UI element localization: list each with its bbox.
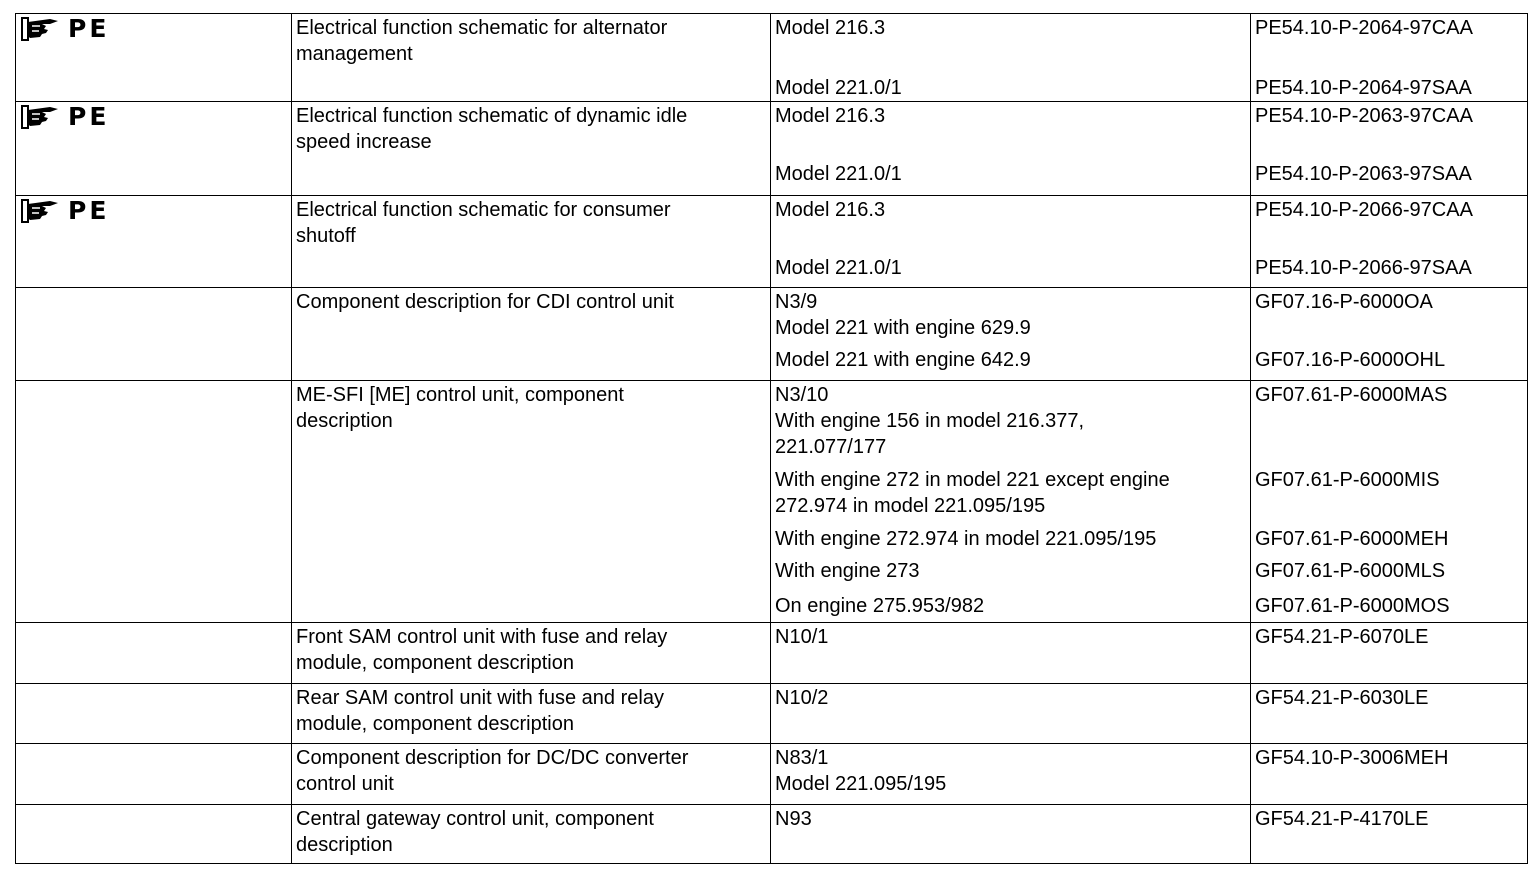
pointing-hand-icon: [20, 198, 62, 224]
description-line: Component description for DC/DC converter: [296, 747, 689, 769]
condition-line: With engine 156 in model 216.377,: [775, 410, 1085, 432]
condition-line: 272.974 in model 221.095/195: [775, 495, 1046, 517]
reference-table: [15, 13, 1528, 864]
description-line: Electrical function schematic for alternator: [296, 17, 668, 39]
document-number-entry: [1255, 255, 1523, 281]
condition-line: N93: [775, 808, 812, 830]
condition-entry: [775, 255, 1246, 281]
document-number-entry: [1255, 347, 1523, 373]
document-number: PE54.10-P-2063-97SAA: [1255, 163, 1472, 185]
document-number: GF54.21-P-6030LE: [1255, 687, 1429, 709]
condition-line: Model 216.3: [775, 17, 886, 39]
condition-cell: [771, 14, 1251, 102]
document-number-entry: [1255, 103, 1523, 129]
condition-cell: [771, 196, 1251, 288]
table-row: [16, 288, 1528, 381]
condition-line: Model 221 with engine 642.9: [775, 349, 1031, 371]
document-type-cell: [16, 623, 292, 684]
condition-line: Model 216.3: [775, 105, 886, 127]
spacer: [1255, 493, 1523, 519]
document-number-entry: [1255, 15, 1523, 41]
reference-table-body: [16, 14, 1528, 864]
condition-line: With engine 272 in model 221 except engine: [775, 469, 1170, 491]
document-type-cell: [16, 684, 292, 744]
condition-entry: [775, 347, 1246, 373]
table-row: [16, 744, 1528, 805]
document-number: GF07.16-P-6000OA: [1255, 291, 1433, 313]
condition-line: N83/1: [775, 747, 829, 769]
document-number-cell: [1251, 14, 1528, 102]
condition-entry: [775, 15, 1246, 41]
condition-entry: [775, 197, 1246, 223]
condition-entry: [775, 75, 1246, 101]
document-type-cell: [16, 381, 292, 623]
table-row: [16, 623, 1528, 684]
condition-line: N3/9: [775, 291, 818, 313]
condition-entry: [775, 467, 1246, 519]
condition-entry: [775, 558, 1246, 584]
condition-entry: [775, 161, 1246, 187]
condition-entry: [775, 593, 1246, 619]
document-number-entry: [1255, 197, 1523, 223]
document-number: PE54.10-P-2066-97SAA: [1255, 257, 1472, 279]
description-line: module, component description: [296, 652, 574, 674]
condition-line: Model 221.0/1: [775, 77, 902, 99]
document-number-entry: [1255, 526, 1523, 552]
pe-label: PE: [68, 196, 110, 225]
condition-line: Model 221.0/1: [775, 257, 902, 279]
description-line: Central gateway control unit, component: [296, 808, 654, 830]
condition-entry: [775, 624, 1246, 650]
condition-cell: [771, 288, 1251, 381]
description-line: description: [296, 410, 393, 432]
condition-line: Model 216.3: [775, 199, 886, 221]
spacer: [1255, 771, 1523, 797]
spacer: [1255, 434, 1523, 460]
document-number: PE54.10-P-2063-97CAA: [1255, 105, 1473, 127]
document-number: GF07.61-P-6000MAS: [1255, 384, 1448, 406]
description-cell: [292, 381, 771, 623]
document-number-entry: [1255, 685, 1523, 711]
table-row: [16, 14, 1528, 102]
description-cell: [292, 14, 771, 102]
document-number-entry: [1255, 624, 1523, 650]
document-number: GF07.61-P-6000MOS: [1255, 595, 1450, 617]
condition-line: On engine 275.953/982: [775, 595, 985, 617]
document-number: PE54.10-P-2066-97CAA: [1255, 199, 1473, 221]
description-line: Rear SAM control unit with fuse and relay: [296, 687, 664, 709]
document-number-entry: [1255, 806, 1523, 832]
description-cell: [292, 684, 771, 744]
document-number: GF54.10-P-3006MEH: [1255, 747, 1449, 769]
condition-cell: [771, 805, 1251, 864]
description-cell: [292, 288, 771, 381]
document-type-cell: [16, 102, 292, 196]
description-line: ME-SFI [ME] control unit, component: [296, 384, 624, 406]
document-number: GF07.61-P-6000MEH: [1255, 528, 1449, 550]
description-line: module, component description: [296, 713, 574, 735]
condition-cell: [771, 684, 1251, 744]
document-type-cell: [16, 196, 292, 288]
description-line: Electrical function schematic for consumer: [296, 199, 671, 221]
spacer: [1255, 408, 1523, 434]
document-number-entry: [1255, 593, 1523, 619]
condition-cell: [771, 744, 1251, 805]
condition-entry: [775, 382, 1246, 460]
condition-cell: [771, 381, 1251, 623]
pointing-hand-icon: [20, 16, 62, 42]
document-number: PE54.10-P-2064-97CAA: [1255, 17, 1473, 39]
table-row: [16, 102, 1528, 196]
document-number-cell: [1251, 288, 1528, 381]
document-number-cell: [1251, 744, 1528, 805]
document-number-entry: [1255, 75, 1523, 101]
document-number: PE54.10-P-2064-97SAA: [1255, 77, 1472, 99]
document-number-entry: [1255, 745, 1523, 797]
description-line: control unit: [296, 773, 394, 795]
condition-cell: [771, 623, 1251, 684]
description-line: speed increase: [296, 131, 432, 153]
condition-entry: [775, 685, 1246, 711]
description-line: Front SAM control unit with fuse and relay: [296, 626, 668, 648]
condition-entry: [775, 103, 1246, 129]
document-number-cell: [1251, 381, 1528, 623]
condition-line: N10/2: [775, 687, 829, 709]
table-row: [16, 196, 1528, 288]
document-number-cell: [1251, 684, 1528, 744]
pe-label: PE: [68, 14, 110, 43]
spacer: [1255, 315, 1523, 341]
document-number: GF07.16-P-6000OHL: [1255, 349, 1446, 371]
document-number-entry: [1255, 161, 1523, 187]
condition-entry: [775, 806, 1246, 832]
pe-marker: [20, 198, 287, 224]
condition-line: With engine 273: [775, 560, 920, 582]
document-number: GF07.61-P-6000MIS: [1255, 469, 1440, 491]
description-cell: [292, 196, 771, 288]
document-number-entry: [1255, 558, 1523, 584]
description-line: shutoff: [296, 225, 356, 247]
document-number-cell: [1251, 805, 1528, 864]
description-cell: [292, 623, 771, 684]
table-row: [16, 805, 1528, 864]
condition-cell: [771, 102, 1251, 196]
pe-marker: [20, 16, 287, 42]
table-row: [16, 381, 1528, 623]
condition-entry: [775, 745, 1246, 797]
description-cell: [292, 805, 771, 864]
document-type-cell: [16, 14, 292, 102]
document-number: GF54.21-P-4170LE: [1255, 808, 1429, 830]
condition-line: Model 221.095/195: [775, 773, 947, 795]
document-number-entry: [1255, 382, 1523, 460]
description-cell: [292, 744, 771, 805]
description-line: description: [296, 834, 393, 856]
description-line: Electrical function schematic of dynamic idle: [296, 105, 688, 127]
document-number-entry: [1255, 467, 1523, 519]
condition-line: With engine 272.974 in model 221.095/195: [775, 528, 1157, 550]
pe-label: PE: [68, 102, 110, 131]
document-number-cell: [1251, 196, 1528, 288]
description-cell: [292, 102, 771, 196]
document-number: GF07.61-P-6000MLS: [1255, 560, 1446, 582]
condition-entry: [775, 289, 1246, 341]
document-number-cell: [1251, 623, 1528, 684]
pe-marker: [20, 104, 287, 130]
condition-line: N3/10: [775, 384, 829, 406]
document-type-cell: [16, 805, 292, 864]
document-number: GF54.21-P-6070LE: [1255, 626, 1429, 648]
document-type-cell: [16, 288, 292, 381]
document-number-entry: [1255, 289, 1523, 341]
description-line: management: [296, 43, 413, 65]
condition-line: 221.077/177: [775, 436, 887, 458]
condition-line: Model 221.0/1: [775, 163, 902, 185]
condition-entry: [775, 526, 1246, 552]
description-line: Component description for CDI control unit: [296, 291, 674, 313]
document-type-cell: [16, 744, 292, 805]
pointing-hand-icon: [20, 104, 62, 130]
document-number-cell: [1251, 102, 1528, 196]
condition-line: Model 221 with engine 629.9: [775, 317, 1031, 339]
table-row: [16, 684, 1528, 744]
condition-line: N10/1: [775, 626, 829, 648]
